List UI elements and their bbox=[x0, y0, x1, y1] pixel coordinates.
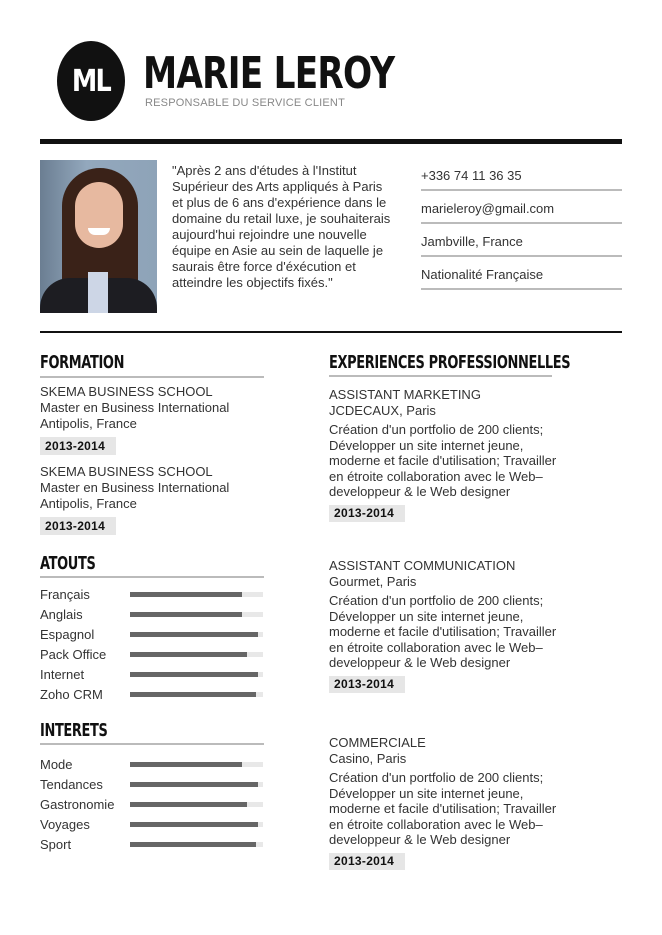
school-name: SKEMA BUSINESS SCHOOL bbox=[40, 384, 213, 399]
experience-item bbox=[329, 387, 569, 522]
interest-label: Voyages bbox=[40, 816, 90, 832]
atouts-rule bbox=[40, 576, 264, 578]
atouts-heading: ATOUTS bbox=[40, 553, 96, 574]
skill-bar bbox=[130, 592, 263, 597]
header-divider bbox=[40, 139, 622, 144]
experience-item bbox=[329, 735, 569, 870]
skill-bar bbox=[130, 652, 263, 657]
interets-list bbox=[40, 754, 264, 854]
experiences-rule bbox=[329, 375, 552, 377]
interest-bar bbox=[130, 782, 263, 787]
skill-row bbox=[40, 684, 264, 704]
school-name: SKEMA BUSINESS SCHOOL bbox=[40, 464, 213, 479]
skill-row bbox=[40, 664, 264, 684]
degree: Master en Business International bbox=[40, 400, 230, 415]
interest-bar bbox=[130, 802, 263, 807]
job-title: RESPONSABLE DU SERVICE CLIENT bbox=[145, 97, 345, 109]
skill-bar bbox=[130, 632, 263, 637]
job-company: Gourmet, Paris bbox=[329, 573, 417, 589]
section-divider bbox=[40, 331, 622, 333]
date-badge: 2013-2014 bbox=[40, 517, 116, 535]
interest-bar bbox=[130, 822, 263, 827]
skill-label: Internet bbox=[40, 666, 85, 682]
candidate-name: MARIE LEROY bbox=[143, 48, 395, 99]
profile-summary: "Après 2 ans d'études à l'Institut Supérieur des Arts appliqués à Paris et plus de 6 ans d'expérience dans le domaine du retail luxe, je souhaiterais aujourd'hui rejoindre une nouvelle équipe en Asie au sein de laquelle je saurais être force d'éxécution et atteindre les objectifs fixés." bbox=[172, 163, 391, 290]
contact-phone: +336 74 11 36 35 bbox=[421, 158, 622, 191]
interest-label: Tendances bbox=[40, 776, 103, 792]
interest-row bbox=[40, 834, 264, 854]
contact-location: Jambville, France bbox=[421, 224, 622, 257]
school-location: Antipolis, France bbox=[40, 496, 137, 511]
skill-bar bbox=[130, 692, 263, 697]
skill-label: Anglais bbox=[40, 606, 83, 622]
interest-label: Gastronomie bbox=[40, 796, 115, 812]
degree: Master en Business International bbox=[40, 480, 230, 495]
skill-label: Français bbox=[40, 586, 90, 602]
skill-bar bbox=[130, 672, 263, 677]
job-description: Création d'un portfolio de 200 clients; Développer un site internet jeune, moderne et facile d'utilisation; Travailler en étroite collaboration avec le Web– developpeur & le Web designer bbox=[329, 593, 557, 670]
interets-heading: INTERETS bbox=[40, 720, 108, 741]
formation-rule bbox=[40, 376, 264, 378]
date-badge: 2013-2014 bbox=[329, 676, 405, 694]
interest-row bbox=[40, 774, 264, 794]
school-location: Antipolis, France bbox=[40, 416, 137, 431]
formation-item bbox=[40, 464, 270, 535]
profile-photo bbox=[40, 160, 157, 313]
monogram-logo bbox=[57, 41, 125, 121]
skill-label: Zoho CRM bbox=[40, 686, 103, 702]
interest-row bbox=[40, 754, 264, 774]
skill-row bbox=[40, 624, 264, 644]
interest-row bbox=[40, 794, 264, 814]
formation-heading: FORMATION bbox=[40, 352, 125, 373]
contact-list bbox=[421, 158, 622, 290]
interest-label: Sport bbox=[40, 836, 72, 852]
interets-rule bbox=[40, 743, 264, 745]
initials: ML bbox=[71, 63, 111, 99]
job-description: Création d'un portfolio de 200 clients; Développer un site internet jeune, moderne et facile d'utilisation; Travailler en étroite collaboration avec le Web– developpeur & le Web designer bbox=[329, 770, 557, 847]
atouts-list bbox=[40, 584, 264, 704]
contact-nationality: Nationalité Française bbox=[421, 257, 622, 290]
skill-row bbox=[40, 604, 264, 624]
skill-row bbox=[40, 584, 264, 604]
contact-email: marieleroy@gmail.com bbox=[421, 191, 622, 224]
skill-label: Pack Office bbox=[40, 646, 107, 662]
experience-item bbox=[329, 558, 569, 693]
interest-bar bbox=[130, 842, 263, 847]
skill-row bbox=[40, 644, 264, 664]
formation-item bbox=[40, 384, 270, 455]
experiences-heading: EXPERIENCES PROFESSIONNELLES bbox=[329, 352, 571, 373]
interest-bar bbox=[130, 762, 263, 767]
job-role: COMMERCIALE bbox=[329, 735, 426, 750]
job-company: Casino, Paris bbox=[329, 750, 407, 766]
skill-bar bbox=[130, 612, 263, 617]
date-badge: 2013-2014 bbox=[40, 437, 116, 455]
interest-row bbox=[40, 814, 264, 834]
skill-label: Espagnol bbox=[40, 626, 95, 642]
job-role: ASSISTANT COMMUNICATION bbox=[329, 558, 516, 573]
job-role: ASSISTANT MARKETING bbox=[329, 387, 481, 402]
job-company: JCDECAUX, Paris bbox=[329, 402, 436, 418]
date-badge: 2013-2014 bbox=[329, 853, 405, 871]
interest-label: Mode bbox=[40, 756, 73, 772]
date-badge: 2013-2014 bbox=[329, 505, 405, 523]
job-description: Création d'un portfolio de 200 clients; Développer un site internet jeune, moderne et facile d'utilisation; Travailler en étroite collaboration avec le Web– developpeur & le Web designer bbox=[329, 422, 557, 499]
